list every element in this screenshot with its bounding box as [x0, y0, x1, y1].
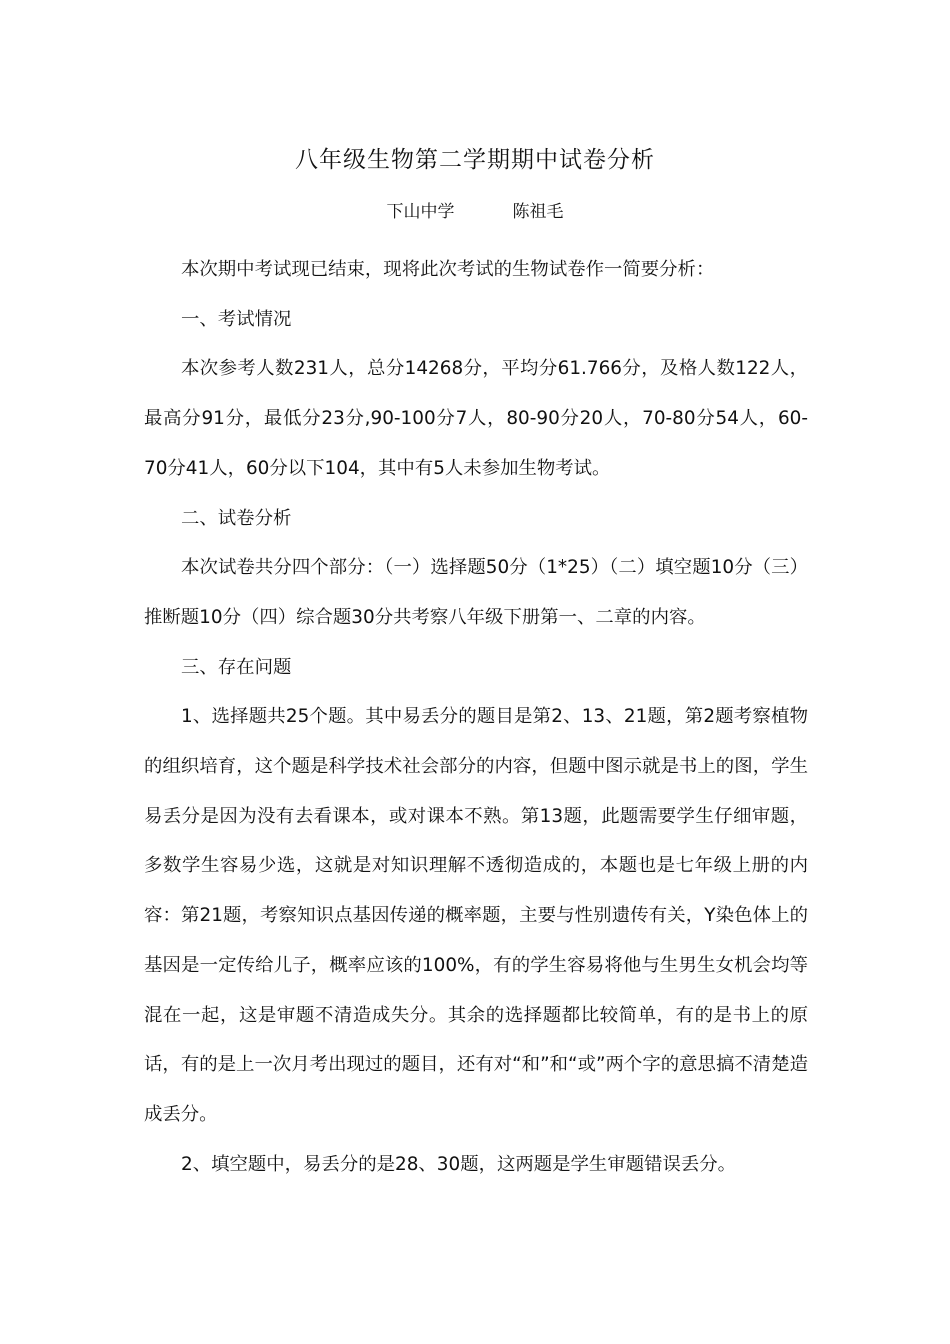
document-title: 八年级生物第二学期期中试卷分析 [295, 147, 655, 173]
document-body [144, 245, 808, 1189]
choice-questions-paragraph: 1、选择题共25个题。其中易丢分的题目是第2、13、21题，第2题考察植物的组织培育，这个题是科学技术社会部分的内容，但题中图示就是书上的图，学生易丢分是因为没有去看课本，或对课本不熟。第13题，此题需要学生仔细审题，多数学生容易少选，这就是对知识理解不透彻造成的，本题也是七年级上册的内容：第21题，考察知识点基因传递的概率题，主要与性别遗传有关，Y染色体上的基因是一定传给儿子，概率应该的100%，有的学生容易将他与生男生女机会均等混在一起，这是审题不清造成失分。其余的选择题都比较简单，有的是书上的原话，有的是上一次月考出现过的题目，还有对“和”和“或”两个字的意思搞不清楚造成丢分。 [144, 706, 808, 1125]
byline [0, 198, 950, 226]
fill-blank-paragraph: 2、填空题中，易丢分的是28、30题，这两题是学生审题错误丢分。 [181, 1153, 737, 1175]
section-heading-paper-analysis: 二、试卷分析 [181, 507, 292, 529]
paper-structure-paragraph: 本次试卷共分四个部分：（一）选择题50分（1*25）（二）填空题10分（三）推断题10分（四）综合题30分共考察八年级下册第一、二章的内容。 [144, 557, 808, 628]
exam-statistics-paragraph: 本次参考人数231人，总分14268分，平均分61.766分，及格人数122人，最高分91分，最低分23分,90-100分7人，80-90分20人，70-80分54人，60-70分41人，60分以下104，其中有5人未参加生物考试。 [144, 358, 808, 479]
section-heading-problems: 三、存在问题 [181, 656, 292, 678]
school-name: 下山中学 [386, 202, 455, 222]
author-name: 陈祖毛 [512, 202, 564, 222]
intro-paragraph: 本次期中考试现已结束，现将此次考试的生物试卷作一简要分析： [181, 259, 715, 280]
section-heading-exam-situation: 一、考试情况 [181, 308, 292, 330]
